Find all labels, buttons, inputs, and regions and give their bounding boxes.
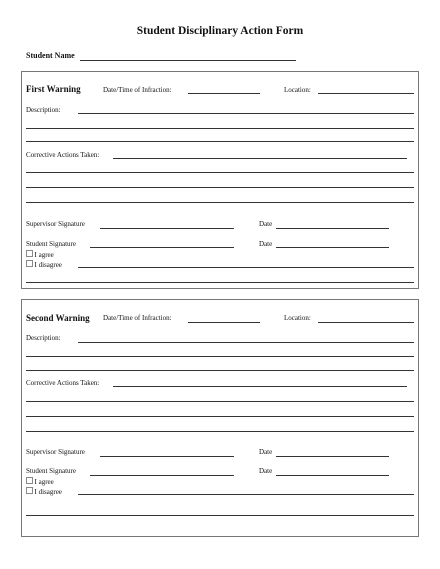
comment-line[interactable]: [26, 282, 414, 283]
section-heading: Second Warning: [26, 313, 90, 323]
agree-option[interactable]: [26, 477, 54, 486]
disagree-option[interactable]: [26, 260, 62, 269]
form-title: Student Disciplinary Action Form: [136, 25, 304, 37]
corrective-actions-line[interactable]: [26, 401, 414, 402]
location-field[interactable]: [318, 322, 414, 323]
disagree-checkbox[interactable]: [26, 487, 33, 494]
section-heading: First Warning: [26, 84, 81, 94]
supervisor-signature-label: Supervisor Signature: [26, 220, 85, 228]
student-name-label: Student Name: [26, 51, 75, 60]
student-signature-label: Student Signature: [26, 240, 76, 248]
corrective-actions-line[interactable]: [26, 202, 414, 203]
agree-label: I agree: [34, 478, 54, 486]
supervisor-date-field[interactable]: [276, 456, 389, 457]
location-field[interactable]: [318, 93, 414, 94]
agree-option[interactable]: [26, 250, 54, 259]
description-line[interactable]: [26, 128, 414, 129]
disagree-label: I disagree: [34, 261, 62, 269]
corrective-actions-field[interactable]: [113, 386, 407, 387]
supervisor-signature-field[interactable]: [100, 456, 234, 457]
description-label: Description:: [26, 106, 61, 114]
agree-label: I agree: [34, 251, 54, 259]
disagree-label: I disagree: [34, 488, 62, 496]
date-time-label: Date/Time of Infraction:: [103, 314, 172, 322]
supervisor-date-label: Date: [259, 220, 273, 228]
supervisor-date-label: Date: [259, 448, 273, 456]
location-label: Location:: [284, 86, 311, 94]
corrective-actions-line[interactable]: [26, 416, 414, 417]
description-label: Description:: [26, 334, 61, 342]
corrective-actions-line[interactable]: [26, 187, 414, 188]
student-name-field[interactable]: [80, 60, 296, 61]
description-field[interactable]: [78, 342, 414, 343]
student-date-field[interactable]: [276, 247, 389, 248]
student-signature-field[interactable]: [90, 475, 234, 476]
corrective-actions-line[interactable]: [26, 172, 414, 173]
student-date-label: Date: [259, 240, 273, 248]
supervisor-signature-label: Supervisor Signature: [26, 448, 85, 456]
comment-field[interactable]: [78, 267, 414, 268]
description-line[interactable]: [26, 141, 414, 142]
second-warning-section: [21, 299, 419, 537]
corrective-actions-line[interactable]: [26, 431, 414, 432]
corrective-actions-label: Corrective Actions Taken:: [26, 151, 100, 159]
comment-line[interactable]: [26, 515, 414, 516]
date-time-field[interactable]: [188, 93, 260, 94]
first-warning-section: [21, 71, 419, 289]
date-time-label: Date/Time of Infraction:: [103, 86, 172, 94]
agree-checkbox[interactable]: [26, 477, 33, 484]
student-date-label: Date: [259, 467, 273, 475]
supervisor-date-field[interactable]: [276, 228, 389, 229]
corrective-actions-field[interactable]: [113, 158, 407, 159]
location-label: Location:: [284, 314, 311, 322]
description-field[interactable]: [78, 113, 414, 114]
disagree-option[interactable]: [26, 487, 62, 496]
description-line[interactable]: [26, 370, 414, 371]
date-time-field[interactable]: [188, 322, 260, 323]
student-date-field[interactable]: [276, 475, 389, 476]
student-signature-field[interactable]: [90, 247, 234, 248]
comment-field[interactable]: [78, 494, 414, 495]
student-signature-label: Student Signature: [26, 467, 76, 475]
agree-checkbox[interactable]: [26, 250, 33, 257]
corrective-actions-label: Corrective Actions Taken:: [26, 379, 100, 387]
supervisor-signature-field[interactable]: [100, 228, 234, 229]
disagree-checkbox[interactable]: [26, 260, 33, 267]
description-line[interactable]: [26, 356, 414, 357]
